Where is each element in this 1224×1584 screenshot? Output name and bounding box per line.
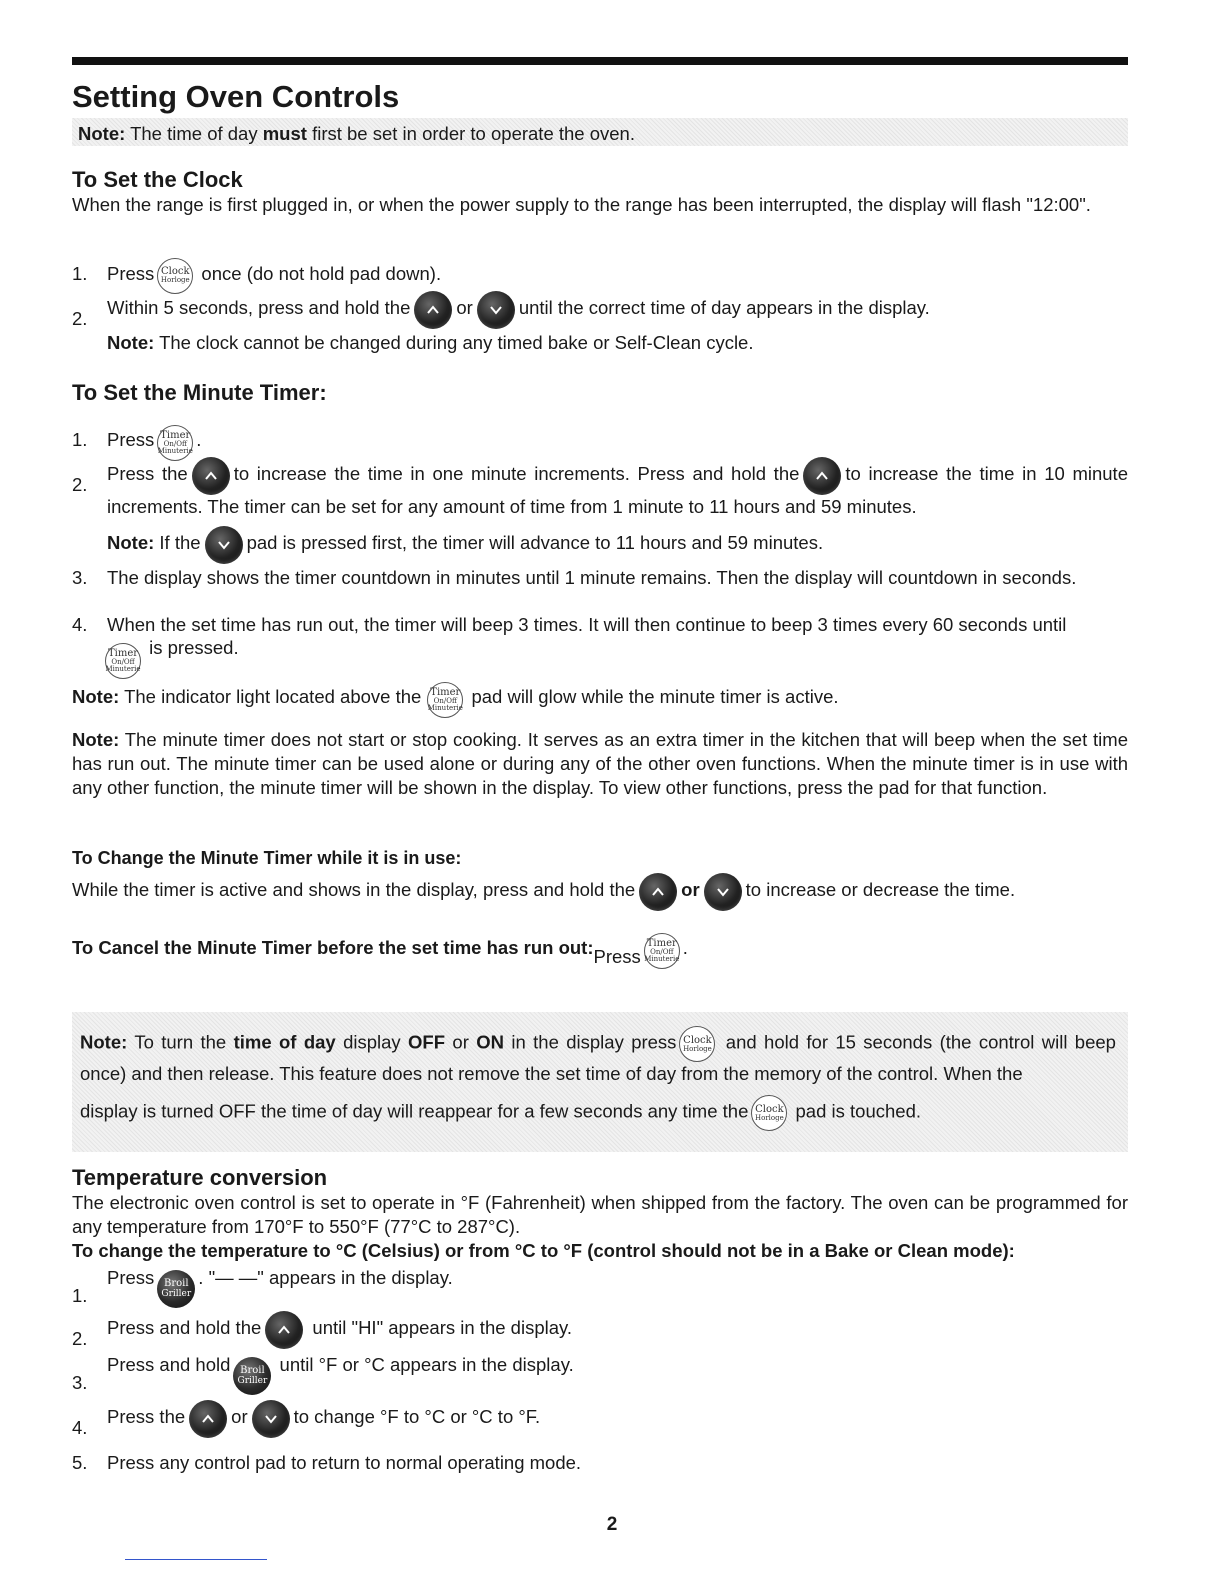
note-label: Note:: [72, 686, 120, 707]
page-number: 2: [606, 1514, 618, 1535]
temp-step-4: [107, 1400, 1128, 1438]
clock-step-1-num: 1.: [72, 263, 88, 284]
timer-pad-label: Timer: [646, 938, 677, 949]
temp-step-3: [107, 1353, 1128, 1395]
change-timer-text: [72, 873, 1128, 911]
timer-pad-icon: [644, 933, 680, 969]
clock-pad-label: Clock: [755, 1103, 784, 1115]
temp-step-2-text-b: until "HI" appears in the display.: [307, 1317, 573, 1338]
temp-step-3-text-b: until °F or °C appears in the display.: [274, 1354, 574, 1375]
timer-note-2-text: The minute timer does not start or stop cooking. It serves as an extra timer in the kitchen that will beep when the set time has run out. The minute timer can be used alone or during any of the other oven functions. When the minute timer is in use with any other function, the minute timer will be shown in the display. To view other functions, press the pad for that function.: [72, 729, 1128, 798]
shaded-note-text-g: pad is touched.: [790, 1100, 921, 1122]
timer-pad-sublabel-2: Minuterie: [105, 665, 141, 673]
temp-heading: Temperature conversion: [72, 1165, 328, 1190]
timer-step-4-cont: [107, 636, 1128, 679]
timer-pad-icon: [427, 682, 463, 718]
clock-step-1-text-b: once (do not hold pad down).: [196, 263, 442, 284]
timer-pad-sublabel-2: Minuterie: [644, 955, 680, 963]
header-rule: [72, 57, 1128, 65]
timer-step-2-text-a: Press the: [107, 463, 188, 484]
up-arrow-icon: [414, 291, 452, 329]
up-arrow-icon: [189, 1400, 227, 1438]
note-label: Note:: [80, 1031, 128, 1053]
temp-step-1-text-a: Press: [107, 1267, 155, 1288]
top-note-must: must: [262, 123, 307, 144]
timer-step-2-text-c: to increase the time in 10 minute increments. The timer can be set for any amount of time from 1 minute to 11 hours and 59 minutes.: [107, 463, 1128, 517]
clock-heading: To Set the Clock: [72, 167, 243, 192]
clock-pad-label: Clock: [683, 1034, 712, 1046]
broil-pad-label: Broil: [240, 1365, 265, 1376]
temp-step-1: [107, 1266, 1128, 1308]
top-note-text-b: first be set in order to operate the oven.: [306, 123, 635, 144]
down-arrow-icon: [704, 873, 742, 911]
clock-note-text: The clock cannot be changed during any timed bake or Self-Clean cycle.: [154, 332, 754, 353]
timer-step-3: The display shows the timer countdown in minutes until 1 minute remains. Then the display will countdown in seconds.: [107, 567, 1077, 588]
timer-step-1: [107, 410, 1128, 461]
timer-step-4-num: 4.: [72, 614, 88, 635]
timer-step-3-num: 3.: [72, 567, 88, 588]
temp-step-2-text-a: Press and hold the: [107, 1317, 262, 1338]
clock-pad-icon: [751, 1095, 787, 1131]
temp-intro: The electronic oven control is set to operate in °F (Fahrenheit) when shipped from the factory. The oven can be programmed for any temperature from 170°F to 550°F (77°C to 287°C).: [72, 1192, 1128, 1237]
clock-pad-icon: [157, 258, 193, 294]
note-label: Note:: [107, 332, 155, 353]
timer-pad-label: Timer: [160, 430, 191, 441]
up-arrow-icon: [803, 457, 841, 495]
temp-step-5: Press any control pad to return to normal operating mode.: [107, 1452, 582, 1473]
clock-step-2-text-a: Within 5 seconds, press and hold the: [107, 297, 411, 318]
temp-step-4-text-a: Press the: [107, 1406, 186, 1427]
shaded-note-text-c: or: [445, 1031, 477, 1053]
clock-step-2-text-b: until the correct time of day appears in the display.: [518, 297, 930, 318]
timer-step-4: When the set time has run out, the timer will beep 3 times. It will then continue to beep 3 times every 60 seconds until: [107, 614, 1067, 635]
broil-pad-icon: [233, 1357, 271, 1395]
change-timer-text-a: While the timer is active and shows in the display, press and hold the: [72, 879, 636, 900]
timer-note-1-text-a: The indicator light located above the: [119, 686, 422, 707]
clock-pad-sublabel: Horloge: [160, 276, 190, 284]
timer-step-2-text-b: to increase the time in one minute increments. Press and hold the: [233, 463, 800, 484]
clock-pad-sublabel: Horloge: [683, 1044, 712, 1053]
timer-step-2-num: 2.: [72, 474, 88, 495]
temp-step-1-num: 1.: [72, 1285, 88, 1306]
shaded-note-text-b: display: [335, 1031, 409, 1053]
cancel-timer-text-b: .: [682, 937, 688, 958]
shaded-note-tod: time of day: [233, 1031, 336, 1053]
up-arrow-icon: [265, 1311, 303, 1349]
timer-step-4-text-b: is pressed.: [144, 637, 239, 658]
clock-intro: When the range is first plugged in, or when the power supply to the range has been interrupted, the display will flash "12:00".: [72, 194, 1091, 215]
note-label: Note:: [72, 729, 120, 750]
up-arrow-icon: [639, 873, 677, 911]
broil-pad-icon: [157, 1270, 195, 1308]
temp-step-1-text-b: . "— —" appears in the display.: [198, 1267, 453, 1288]
timer-pad-icon: [105, 643, 141, 679]
change-timer-or: or: [681, 879, 700, 900]
change-timer-heading: To Change the Minute Timer while it is in use:: [72, 848, 462, 868]
broil-pad-label: Broil: [164, 1278, 189, 1289]
temp-bold-instruction: To change the temperature to °C (Celsius) or from °C to °F (control should not be in a Bake or Clean mode):: [72, 1240, 1015, 1261]
temp-step-4-or: or: [231, 1406, 248, 1427]
timer-step-1-num: 1.: [72, 429, 88, 450]
clock-note: [107, 331, 1128, 355]
shaded-note-text-e: and hold for 15 seconds (the control will beep once) and then release. This feature does not remove the set time of day from the memory of the control. When the: [80, 1031, 1116, 1084]
note-label: Note:: [78, 123, 126, 144]
timer-pad-sublabel: On/Off: [650, 948, 674, 956]
timer-pad-sublabel: On/Off: [163, 440, 187, 448]
timer-note-1: [72, 682, 1128, 718]
clock-pad-label: Clock: [161, 266, 190, 277]
shaded-note-on: ON: [476, 1031, 504, 1053]
clock-step-2: [107, 291, 1128, 329]
cancel-timer-text-a: Press: [593, 946, 641, 967]
clock-pad-icon: [679, 1026, 715, 1062]
down-arrow-icon: [252, 1400, 290, 1438]
footer-line: [125, 1559, 267, 1560]
temp-step-5-num: 5.: [72, 1452, 88, 1473]
shaded-note-text-f: display is turned OFF the time of day will reappear for a few seconds any time the: [80, 1100, 749, 1122]
temp-step-4-num: 4.: [72, 1417, 88, 1438]
timer-pad-label: Timer: [430, 687, 461, 698]
cancel-timer-heading: To Cancel the Minute Timer before the set time has run out:: [72, 937, 594, 958]
cancel-timer: [72, 927, 1128, 969]
shaded-note-text-a: To turn the: [127, 1031, 234, 1053]
temp-step-3-text-a: Press and hold: [107, 1354, 231, 1375]
shaded-note-off: OFF: [408, 1031, 446, 1053]
change-timer-text-b: to increase or decrease the time.: [745, 879, 1016, 900]
shaded-note-last: [80, 1095, 1116, 1131]
shaded-note-text-d: in the display press: [504, 1031, 677, 1053]
temp-step-2: [107, 1311, 1128, 1349]
temp-step-4-text-b: to change °F to °C or °C to °F.: [293, 1406, 541, 1427]
timer-note-text-b: pad is pressed first, the timer will advance to 11 hours and 59 minutes.: [246, 532, 824, 553]
broil-pad-sublabel: Griller: [237, 1375, 268, 1386]
clock-pad-sublabel: Horloge: [755, 1113, 784, 1122]
clock-step-1-text-a: Press: [107, 263, 155, 284]
timer-pad-sublabel: On/Off: [111, 658, 135, 666]
broil-pad-sublabel: Griller: [161, 1288, 192, 1299]
temp-step-2-num: 2.: [72, 1328, 88, 1349]
timer-heading: To Set the Minute Timer:: [72, 380, 327, 405]
timer-pad-icon: [157, 425, 193, 461]
clock-step-2-num: 2.: [72, 308, 88, 329]
up-arrow-icon: [192, 457, 230, 495]
timer-pad-sublabel: On/Off: [433, 697, 457, 705]
timer-note-1-text-b: pad will glow while the minute timer is active.: [466, 686, 839, 707]
down-arrow-icon: [205, 526, 243, 564]
temp-step-3-num: 3.: [72, 1372, 88, 1393]
timer-pad-sublabel-2: Minuterie: [157, 447, 193, 455]
timer-note-text-a: If the: [154, 532, 201, 553]
down-arrow-icon: [477, 291, 515, 329]
timer-note-2: [72, 728, 1128, 800]
timer-step-1-text-a: Press: [107, 429, 155, 450]
shaded-note: [80, 1026, 1116, 1086]
timer-step-1-text-b: .: [196, 429, 202, 450]
note-label: Note:: [107, 532, 155, 553]
top-note-text-a: The time of day: [125, 123, 263, 144]
page-title: Setting Oven Controls: [72, 79, 400, 114]
clock-step-2-or: or: [456, 297, 473, 318]
timer-step-2: [107, 457, 1128, 519]
top-note: [78, 122, 635, 146]
timer-note: [107, 526, 1128, 564]
clock-step-1: [107, 248, 1128, 294]
timer-pad-sublabel-2: Minuterie: [427, 704, 463, 712]
timer-pad-label: Timer: [107, 648, 139, 659]
